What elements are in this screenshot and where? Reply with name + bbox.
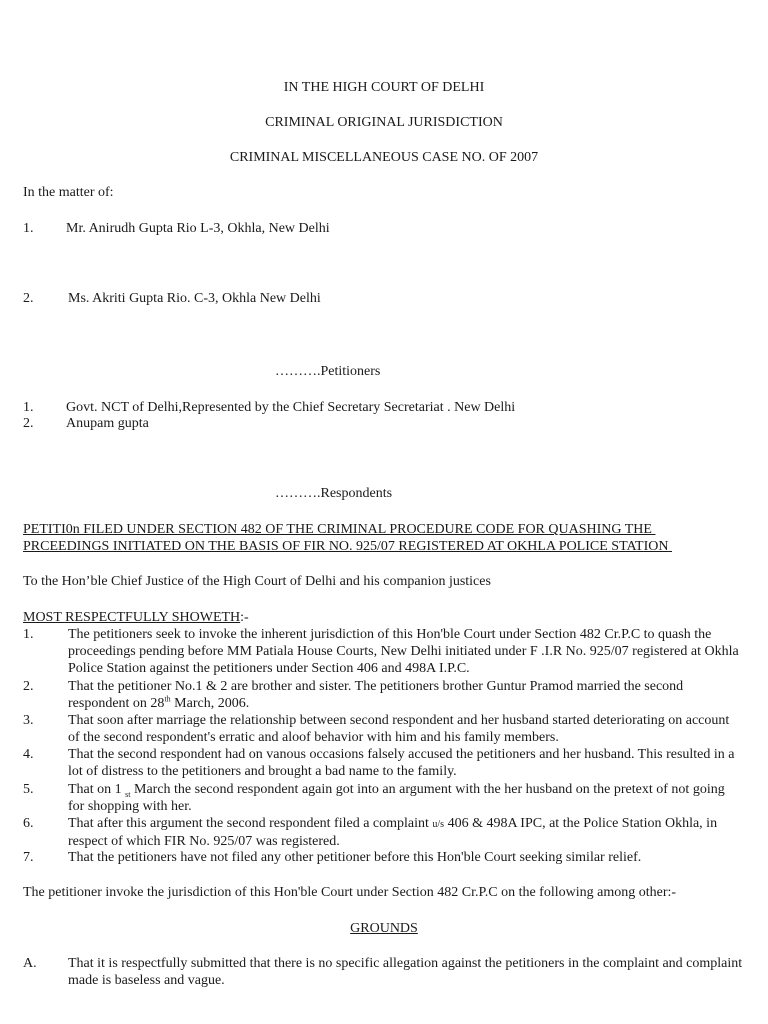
item-number: 6. [23, 816, 34, 831]
address-line: To the Hon’ble Chief Justice of the High Court of Delhi and his companion justices [23, 574, 491, 589]
court-heading: IN THE HIGH COURT OF DELHI [283, 80, 485, 95]
respondents-label: ……….Respondents [275, 486, 393, 501]
grounds-heading: GROUNDS [350, 921, 418, 936]
ground-text: That it is respectfully submitted that there is no specific allegation against the petitioners in the complaint and complaint made is baseless and vague. [68, 956, 743, 988]
respondent-text: Anupam gupta [66, 416, 149, 431]
petitioners-label: ……….Petitioners [275, 364, 381, 379]
respondent-number: 2. [23, 416, 34, 431]
item-number: 3. [23, 713, 34, 728]
petitioner-number: 2. [23, 291, 34, 306]
item-text: That on 1 $_{st}$ March the second respondent again got into an argument with the her husband on the pretext of not going for shopping with her. [68, 782, 725, 814]
petitioner-number: 1. [23, 221, 34, 236]
item-text: That the petitioner No.1 & 2 are brother and sister. The petitioners brother Guntur Pramod married the second respondent on 28th March, 2006. [68, 679, 684, 711]
respondent-text: Govt. NCT of Delhi,Represented by the Chief Secretary Secretariat . New Delhi [66, 400, 516, 415]
item-text: That the second respondent had on vanous occasions falsely accused the petitioners and her husband. This resulted in a lot of distress to the petitioners and brought a bad name to the family. [68, 747, 735, 779]
item-number: 4. [23, 747, 34, 762]
showeth-label: MOST RESPECTFULLY SHOWETH [23, 610, 241, 625]
item-text: That the petitioners have not filed any other petitioner before this Hon'ble Court seeking similar relief. [68, 850, 642, 865]
item-text: That soon after marriage the relationship between second respondent and her husband started deteriorating on account of the second respondent's erratic and aloof behavior with him and his family members. [68, 713, 730, 745]
jurisdiction-heading: CRIMINAL ORIGINAL JURISDICTION [265, 115, 503, 130]
petitioner-text: Ms. Akriti Gupta Rio. C-3, Okhla New Delhi [68, 291, 321, 306]
matter-intro: In the matter of: [23, 185, 114, 200]
item-text: That after this argument the second respondent filed a complaint u/s 406 & 498A IPC, at the Police Station Okhla, in respect of which FIR No. 925/07 was registered. [68, 816, 718, 849]
item-number: 5. [23, 782, 34, 797]
respondent-number: 1. [23, 400, 34, 415]
item-number: 7. [23, 850, 34, 865]
petitioner-text: Mr. Anirudh Gupta Rio L-3, Okhla, New Delhi [66, 221, 330, 236]
petition-title-line: PETITI0n FILED UNDER SECTION 482 OF THE CRIMINAL PROCEDURE CODE FOR QUASHING THE [23, 522, 656, 537]
ground-letter: A. [23, 956, 37, 971]
showeth-suffix: :- [240, 610, 249, 625]
item-number: 1. [23, 627, 34, 642]
invoke-line: The petitioner invoke the jurisdiction of this Hon'ble Court under Section 482 Cr.P.C on the following among other:- [23, 885, 677, 900]
item-text: The petitioners seek to invoke the inherent jurisdiction of this Hon'ble Court under Section 482 Cr.P.C to quash the proceedings pending before MM Patiala House Courts, New Delhi initiated under F .I.R No. 925/07 registered at Okhla Police Station against the petitioners under Section 406 and 498A I.P.C. [68, 627, 739, 676]
item-number: 2. [23, 679, 34, 694]
case-heading: CRIMINAL MISCELLANEOUS CASE NO. OF 2007 [229, 150, 539, 165]
showeth-heading [23, 609, 249, 626]
petition-title-line: PRCEEDINGS INITIATED ON THE BASIS OF FIR NO. 925/07 REGISTERED AT OKHLA POLICE STATION [23, 539, 672, 554]
